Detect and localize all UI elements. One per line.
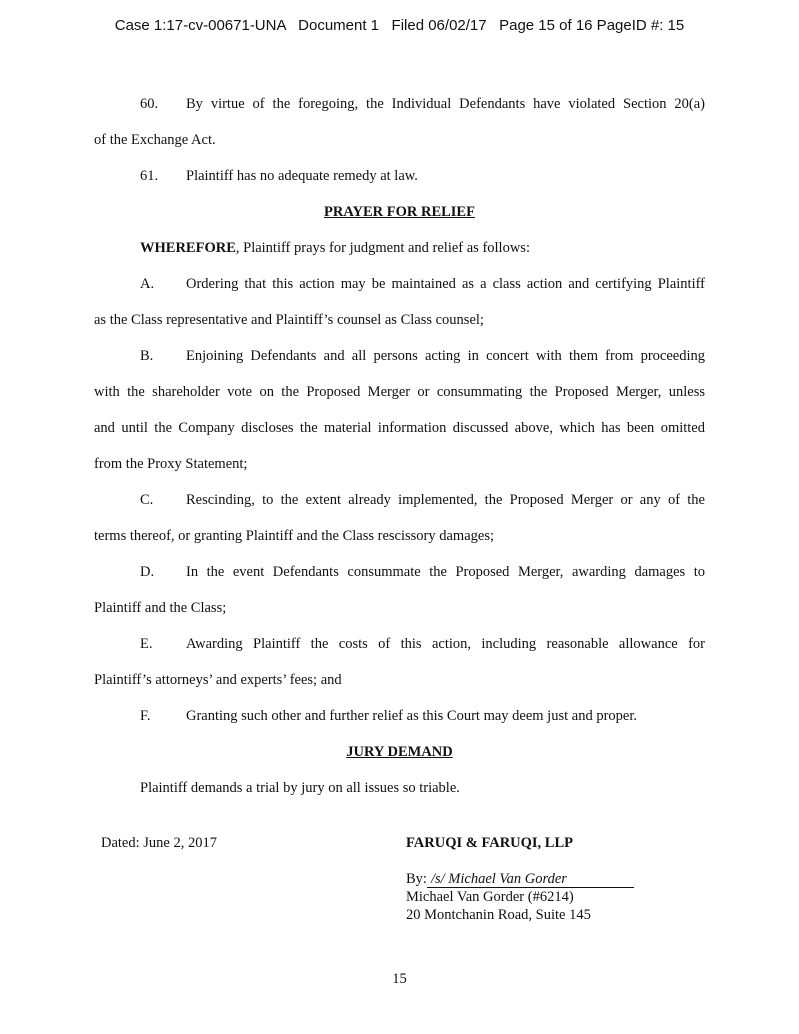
signature-line	[427, 871, 634, 888]
item-c-line1: Rescinding, to the extent already implemented, the Proposed Merger or any of the	[186, 492, 705, 508]
by-label: By:	[406, 871, 427, 887]
item-f-letter: F.	[140, 708, 151, 724]
item-b-line1: Enjoining Defendants and all persons acting in concert with them from proceeding	[186, 348, 705, 364]
case-header: Case 1:17-cv-00671-UNA Document 1 Filed 06/02/17 Page 15 of 16 PageID #: 15	[114, 17, 685, 34]
item-b-line4: from the Proxy Statement;	[94, 456, 248, 472]
attorney-address: 20 Montchanin Road, Suite 145	[406, 907, 591, 923]
prayer-intro	[140, 240, 751, 257]
dated-line: Dated: June 2, 2017	[101, 835, 217, 851]
signature-text: /s/ Michael Van Gorder	[430, 871, 567, 887]
prayer-heading: PRAYER FOR RELIEF	[324, 204, 475, 220]
item-b-letter: B.	[140, 348, 154, 364]
item-d-line1: In the event Defendants consummate the Proposed Merger, awarding damages to	[186, 564, 705, 580]
prayer-intro-rest: , Plaintiff prays for judgment and relief as follows:	[235, 240, 530, 256]
jury-heading: JURY DEMAND	[346, 744, 453, 760]
item-e-letter: E.	[140, 636, 153, 652]
item-a-line1: Ordering that this action may be maintained as a class action and certifying Plaintiff	[186, 276, 705, 292]
signature-by	[406, 871, 634, 888]
item-e-line1: Awarding Plaintiff the costs of this action, including reasonable allowance for	[186, 636, 705, 652]
item-d-line2: Plaintiff and the Class;	[94, 600, 227, 616]
paragraph-60-line1: By virtue of the foregoing, the Individual Defendants have violated Section 20(a)	[186, 96, 705, 112]
item-c-letter: C.	[140, 492, 154, 508]
item-f-line1: Granting such other and further relief as this Court may deem just and proper.	[186, 708, 637, 724]
paragraph-60-number: 60.	[140, 96, 159, 112]
item-c-line2: terms thereof, or granting Plaintiff and the Class rescissory damages;	[94, 528, 494, 544]
item-b-line3: and until the Company discloses the material information discussed above, which has been omitted	[94, 420, 705, 436]
paragraph-61-number: 61.	[140, 168, 159, 184]
jury-text: Plaintiff demands a trial by jury on all issues so triable.	[140, 780, 460, 796]
paragraph-61-line1: Plaintiff has no adequate remedy at law.	[186, 168, 418, 184]
paragraph-60-line2: of the Exchange Act.	[94, 132, 216, 148]
page-number: 15	[392, 971, 407, 987]
prayer-intro-bold: WHEREFORE	[140, 240, 236, 256]
item-e-line2: Plaintiff’s attorneys’ and experts’ fees; and	[94, 672, 342, 688]
item-d-letter: D.	[140, 564, 155, 580]
item-a-letter: A.	[140, 276, 155, 292]
firm-name: FARUQI & FARUQI, LLP	[406, 835, 574, 851]
item-a-line2: as the Class representative and Plaintiff’s counsel as Class counsel;	[94, 312, 484, 328]
attorney-name: Michael Van Gorder (#6214)	[406, 889, 574, 905]
item-b-line2: with the shareholder vote on the Proposed Merger or consummating the Proposed Merger, unless	[94, 384, 705, 400]
